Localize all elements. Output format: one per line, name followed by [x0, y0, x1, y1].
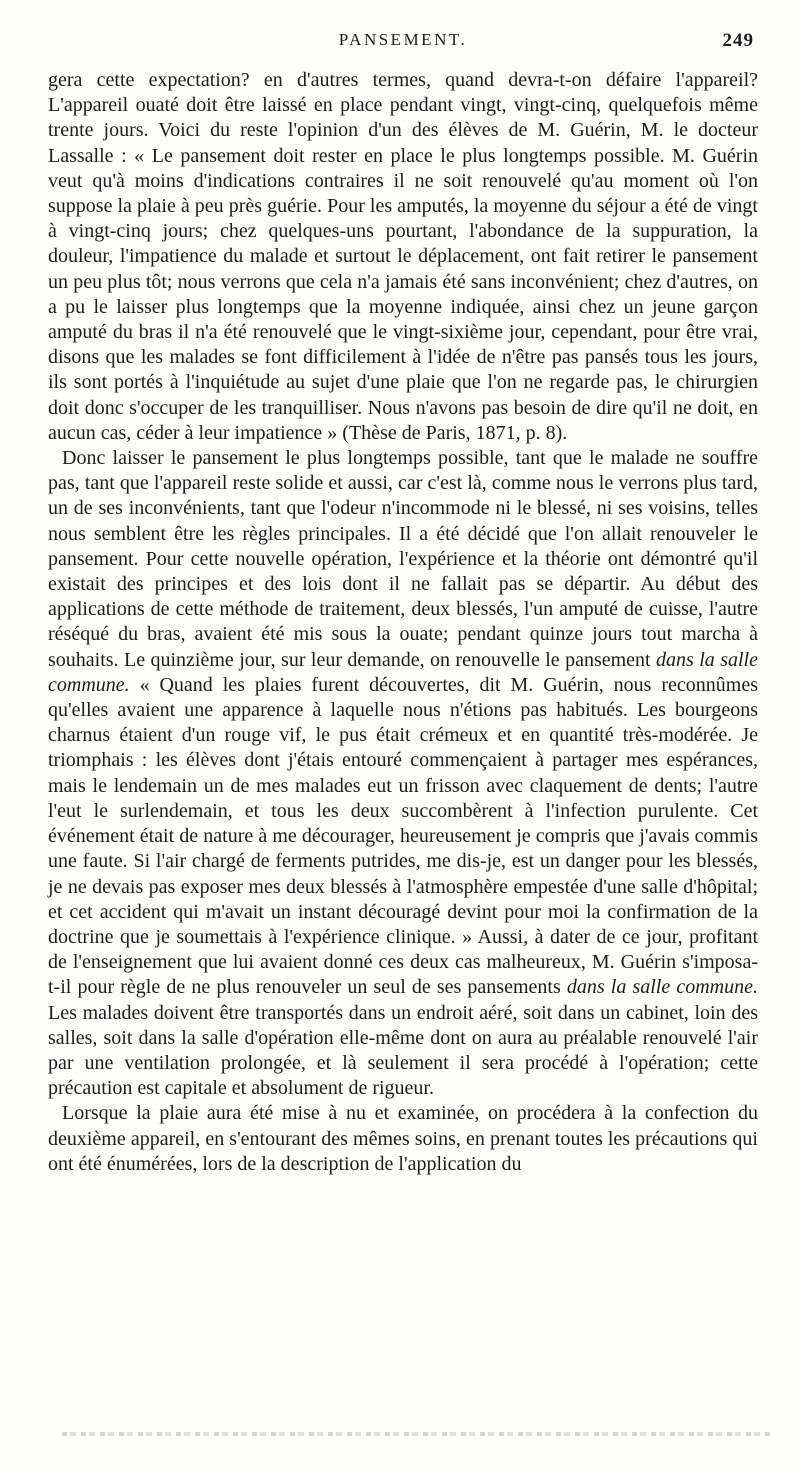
paragraph: [48, 1101, 758, 1177]
paragraph-text: Les malades doivent être transportés dans un endroit aéré, soit dans un cabinet, loin des salles, soit dans la salle d'opération elle-même dont on aura au préalable renouvelé l'air par une ventilation prolongée, et là seulement il sera procédé à l'opération; cette précaution est capitale et absolument de rigueur.: [48, 1001, 758, 1100]
paragraph-text: Donc laisser le pansement le plus longtemps possible, tant que le malade ne souffre pas, tant que l'appareil reste solide et aussi, car c'est là, comme nous le verrons plus tard, un de ses inconvénients, tant que l'odeur n'incommode ni le blessé, ni ses voisins, telles nous semblent être les règles principales. Il a été décidé que l'on allait renouveler le pansement. Pour cette nouvelle opération, l'expérience et la théorie ont démontré qu'il existait des principes et des lois dont il ne fallait pas se départir. Au début des applications de cette méthode de traitement, deux blessés, l'un amputé de cuisse, l'autre réséqué du bras, avaient été mis sous la ouate; pendant quinze jours tout marcha à souhaits. Le quinzième jour, sur leur demande, on renouvelle le pansement: [48, 447, 758, 671]
emphasis-text: dans la salle commune.: [48, 648, 758, 696]
citation: (Thèse de Paris, 1871, p. 8).: [342, 421, 568, 444]
paragraph-text: Lorsque la plaie aura été mise à nu et examinée, on procédera à la confection du deuxième appareil, en s'entourant des mêmes soins, en prenant toutes les précautions qui ont été énumérées, lors de la description de l'application du: [48, 1102, 758, 1175]
paragraph-text: gera cette expectation? en d'autres termes, quand devra-t-on défaire l'appareil? L'appareil ouaté doit être laissé en place pendant vingt, vingt-cinq, quelquefois même trente jours. Voici du reste l'opinion d'un des élèves de M. Guérin, M. le docteur Lassalle : « Le pansement doit rester en place le plus longtemps possible. M. Guérin veut qu'à moins d'indications contraires il ne soit renouvelé qu'au moment où l'on suppose la plaie à peu près guérie. Pour les amputés, la moyenne du séjour a été de vingt à vingt-cinq jours; chez quelques-uns pourtant, l'abondance de la suppuration, la douleur, l'impatience du malade et surtout le déplacement, ont fait retirer le pansement un peu plus tôt; nous verrons que cela n'a jamais été sans inconvénient; chez d'autres, on a pu le laisser plus longtemps que la moyenne indiquée, ainsi chez un jeune garçon amputé du bras il n'a été renouvelé que le vingt-sixième jour, cependant, pour être vrai, disons que les malades se font difficilement à l'idée de n'être pas pansés tous les jours, ils sont portés à l'inquiétude au sujet d'une plaie que l'on ne regarde pas, le chirurgien doit donc s'occuper de les tranquilliser. Nous n'avons pas besoin de dire qu'il ne doit, en aucun cas, céder à leur impatience »: [48, 69, 758, 444]
body-text: [48, 68, 758, 1177]
running-title: PANSEMENT.: [338, 30, 468, 49]
emphasis-text: dans la salle commune.: [566, 976, 758, 999]
page-header: [48, 30, 758, 58]
show-through-line: [62, 1432, 770, 1436]
page-number: 249: [722, 30, 754, 51]
paragraph: [48, 446, 758, 1101]
quotation-text: « Quand les plaies furent découvertes, dit M. Guérin, nous reconnûmes qu'elles avaient une apparence à laquelle nous n'étions pas habitués. Les bourgeons charnus étaient d'un rouge vif, le pus était crémeux et en quantité très-modérée. Je triomphais : les élèves dont j'étais entouré commençaient à partager mes espérances, mais le lendemain un de mes malades eut un frisson avec claquement de dents; l'autre l'eut le surlendemain, et tous les deux succombèrent à l'infection purulente. Cet événement était de nature à me décourager, heureusement je compris que j'avais commis une faute. Si l'air chargé de ferments putrides, me dis-je, est un danger pour les blessés, je ne devais pas exposer mes deux blessés à l'atmosphère empestée d'une salle d'hôpital; et cet accident qui m'avait un instant découragé devint pour moi la confirmation de la doctrine que je soumettais à l'expérience clinique. » Aussi, à dater de ce jour, profitant de l'enseignement que lui avaient donné ces deux cas malheureux, M. Guérin s'imposa-t-il pour règle de ne plus renouveler un seul de ses pansements: [48, 673, 759, 999]
paragraph: [48, 68, 758, 446]
